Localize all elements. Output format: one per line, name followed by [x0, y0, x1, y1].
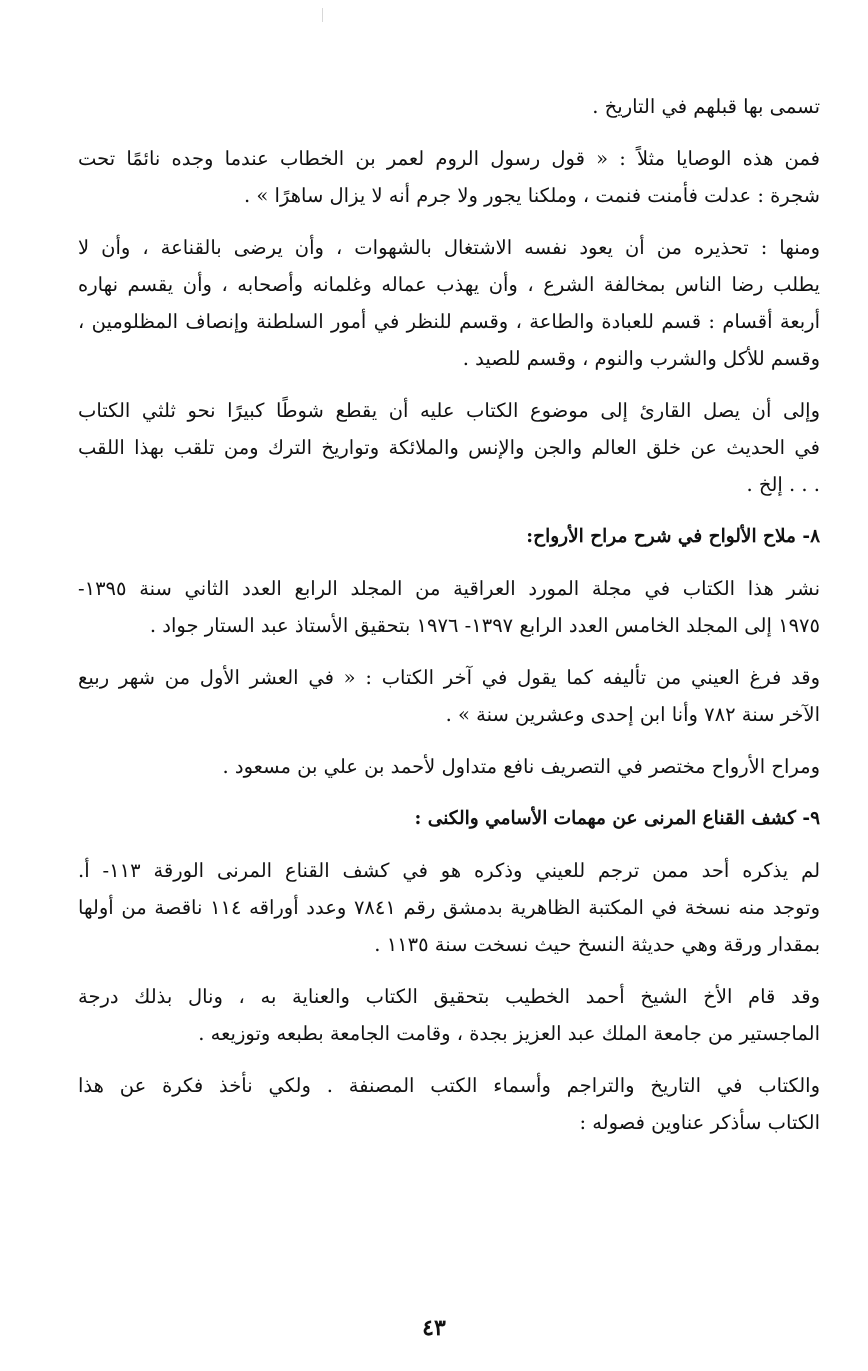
paragraph — [78, 570, 820, 644]
page-number: ٤٣ — [422, 1315, 446, 1341]
text-line: ٩- كشف القناع المرنى عن مهمات الأسامي والكنى : — [414, 808, 820, 829]
text-line: ٨- ملاح الألواح في شرح مراح الأرواح: — [526, 526, 820, 547]
text-line: ومراح الأرواح مختصر في التصريف نافع متداول لأحمد بن علي بن مسعود . — [222, 755, 820, 778]
text-line: نشر هذا الكتاب في مجلة المورد العراقية من المجلد الرابع العدد الثاني سنة ١٣٩٥- — [78, 577, 820, 600]
section-heading — [78, 800, 820, 837]
text-line: وإلى أن يصل القارئ إلى موضوع الكتاب عليه أن يقطع شوطًا كبيرًا نحو ثلثي الكتاب — [78, 399, 820, 422]
text-line: وقد فرغ العيني من تأليفه كما يقول في آخر الكتاب : « في العشر الأول من شهر ربيع — [78, 666, 820, 689]
text-line: وقسم للأكل والشرب والنوم ، وقسم للصيد . — [462, 347, 820, 370]
paragraph — [78, 852, 820, 963]
paragraph — [78, 88, 820, 125]
text-line: وقد قام الأخ الشيخ أحمد الخطيب بتحقيق الكتاب والعناية به ، ونال بذلك درجة — [78, 985, 820, 1008]
scan-artifact — [322, 8, 323, 22]
paragraph — [78, 1067, 820, 1141]
text-line: شجرة : عدلت فأمنت فنمت ، وملكنا يجور ولا جرم أنه لا يزال ساهرًا » . — [244, 184, 820, 207]
paragraph — [78, 140, 820, 214]
paragraph — [78, 748, 820, 785]
text-line: فمن هذه الوصايا مثلاً : « قول رسول الروم لعمر بن الخطاب عندما وجده نائمًا تحت — [78, 147, 820, 170]
text-line: الآخر سنة ٧٨٢ وأنا ابن إحدى وعشرين سنة » . — [445, 703, 820, 726]
text-line: لم يذكره أحد ممن ترجم للعيني وذكره هو في كشف القناع المرنى الورقة ١١٣- أ. — [78, 859, 820, 882]
paragraph — [78, 978, 820, 1052]
text-line: تسمى بها قبلهم في التاريخ . — [592, 95, 820, 118]
text-line: أربعة أقسام : قسم للعبادة والطاعة ، وقسم للنظر في أمور السلطنة وإنصاف المظلومين ، — [78, 310, 820, 333]
text-line: يطلب رضا الناس بمخالفة الشرع ، وأن يهذب عماله وغلمانه وأصحابه ، وأن يقسم نهاره — [78, 273, 820, 296]
paragraph — [78, 659, 820, 733]
paragraph — [78, 229, 820, 377]
text-line: . . . إلخ . — [746, 473, 820, 496]
text-line: الماجستير من جامعة الملك عبد العزيز بجدة ، وقامت الجامعة بطبعه وتوزيعه . — [198, 1022, 820, 1045]
text-line: ومنها : تحذيره من أن يعود نفسه الاشتغال بالشهوات ، وأن يرضى بالقناعة ، وأن لا — [78, 236, 820, 259]
book-page-text — [78, 88, 820, 1156]
text-line: وتوجد منه نسخة في المكتبة الظاهرية بدمشق رقم ٧٨٤١ وعدد أوراقه ١١٤ ناقصة من أولها — [78, 896, 820, 919]
text-line: ١٩٧٥ إلى المجلد الخامس العدد الرابع ١٣٩٧- ١٩٧٦ بتحقيق الأستاذ عبد الستار جواد . — [149, 614, 820, 637]
paragraph — [78, 392, 820, 503]
text-line: بمقدار ورقة وهي حديثة النسخ حيث نسخت سنة ١١٣٥ . — [374, 933, 820, 956]
text-line: في الحديث عن خلق العالم والجن والإنس والملائكة وتواريخ الترك ومن تلقب بهذا اللقب — [78, 436, 820, 459]
text-line: الكتاب سأذكر عناوين فصوله : — [579, 1111, 820, 1134]
section-heading — [78, 518, 820, 555]
text-line: والكتاب في التاريخ والتراجم وأسماء الكتب المصنفة . ولكي نأخذ فكرة عن هذا — [78, 1074, 820, 1097]
